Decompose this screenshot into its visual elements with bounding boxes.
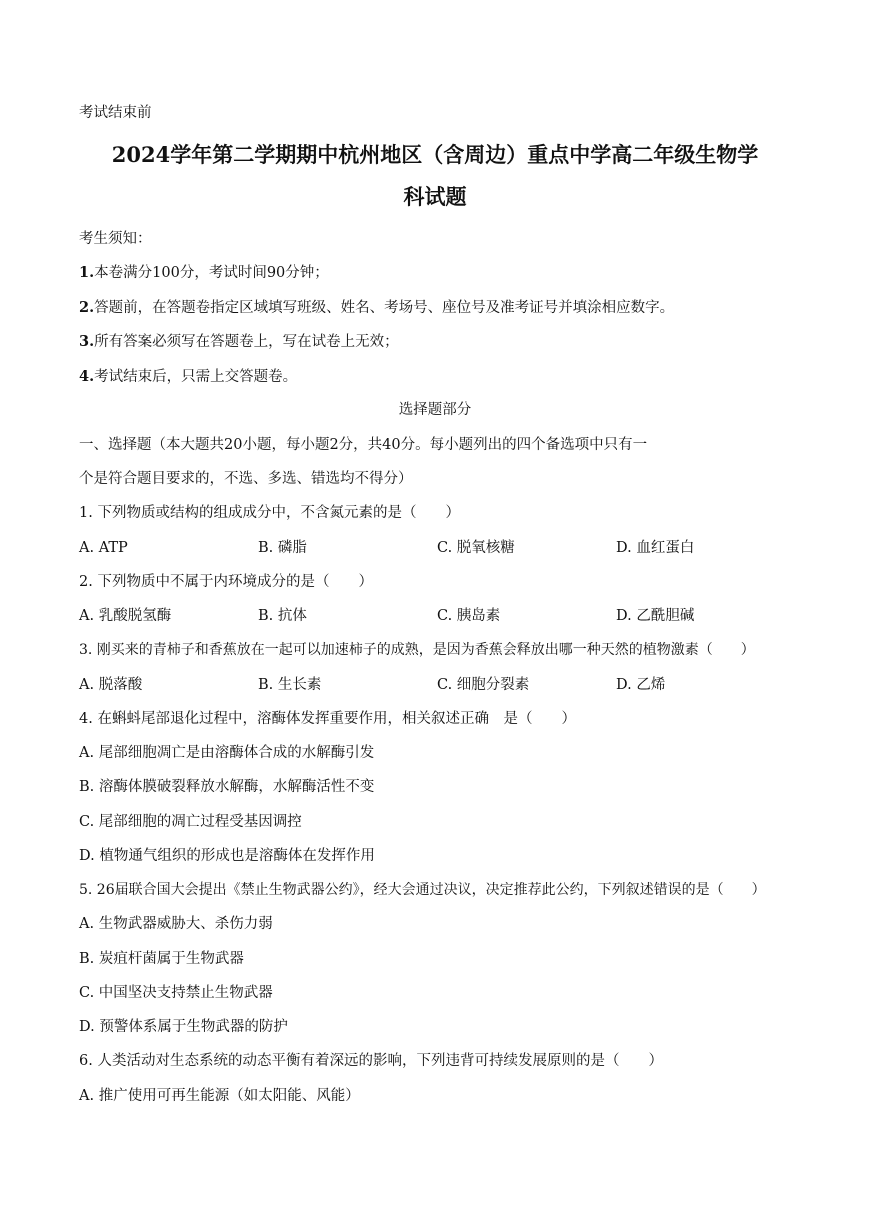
- section-title: 选择题部分: [398, 402, 472, 418]
- option-d: D. 乙酰胆碱: [616, 608, 695, 624]
- option-d: D. 血红蛋白: [616, 540, 695, 556]
- header-note: 考试结束前: [79, 105, 152, 121]
- option-a: A. 乳酸脱氢酶: [79, 608, 172, 624]
- notice-item: [79, 263, 329, 283]
- option-d: D. 乙烯: [616, 677, 666, 693]
- option-b: B. 磷脂: [258, 540, 307, 556]
- notice-item-number: 2.: [79, 299, 95, 316]
- option-b: B. 溶酶体膜破裂释放水解酶，水解酶活性不变: [79, 779, 375, 795]
- option-c: C. 中国坚决支持禁止生物武器: [79, 985, 273, 1001]
- option-c: C. 胰岛素: [437, 608, 501, 624]
- option-b: B. 炭疽杆菌属于生物武器: [79, 951, 244, 967]
- notice-item: [79, 332, 399, 352]
- option-b: B. 生长素: [258, 677, 322, 693]
- notice-item: [79, 367, 297, 387]
- exam-title-line1: 2024学年第二学期期中杭州地区（含周边）重点中学高二年级生物学: [111, 142, 759, 167]
- notice-item-text: 答题前，在答题卷指定区域填写班级、姓名、考场号、座位号及准考证号并填涂相应数字。: [94, 300, 675, 316]
- option-a: A. ATP: [79, 540, 128, 556]
- option-a: A. 脱落酸: [79, 677, 143, 693]
- option-c: C. 细胞分裂素: [437, 677, 530, 693]
- question-stem: 6. 人类活动对生态系统的动态平衡有着深远的影响，下列违背可持续发展原则的是（ ）: [79, 1053, 663, 1069]
- question-stem: 3. 刚买来的青柿子和香蕉放在一起可以加速柿子的成熟，是因为香蕉会释放出哪一种天然的植物激素（ ）: [79, 642, 755, 658]
- question-stem: 5. 26届联合国大会提出《禁止生物武器公约》，经大会通过决议，决定推荐此公约，下列叙述错误的是（ ）: [79, 882, 766, 898]
- exam-title-line2: 科试题: [403, 184, 467, 209]
- question-stem: 2. 下列物质中不属于内环境成分的是（ ）: [79, 574, 373, 590]
- option-a: A. 尾部细胞凋亡是由溶酶体合成的水解酶引发: [79, 745, 375, 761]
- question-stem: 1. 下列物质或结构的组成成分中，不含氮元素的是（ ）: [79, 505, 460, 521]
- question-stem: 4. 在蝌蚪尾部退化过程中，溶酶体发挥重要作用，相关叙述正确 是（ ）: [79, 711, 576, 727]
- option-d: D. 植物通气组织的形成也是溶酶体在发挥作用: [79, 848, 375, 864]
- option-c: C. 尾部细胞的凋亡过程受基因调控: [79, 814, 302, 830]
- notice-item-number: 4.: [79, 368, 95, 385]
- option-d: D. 预警体系属于生物武器的防护: [79, 1019, 288, 1035]
- option-a: A. 推广使用可再生能源（如太阳能、风能）: [79, 1088, 360, 1104]
- option-c: C. 脱氧核糖: [437, 540, 515, 556]
- notice-item-text: 本卷满分100分，考试时间90分钟；: [94, 265, 329, 281]
- notice-item-text: 所有答案必须写在答题卷上，写在试卷上无效；: [94, 334, 399, 350]
- option-a: A. 生物武器威胁大、杀伤力弱: [79, 916, 273, 932]
- option-b: B. 抗体: [258, 608, 307, 624]
- part-intro-line1: 一、选择题（本大题共20小题，每小题2分，共40分。每小题列出的四个备选项中只有一: [79, 437, 648, 453]
- notice-item-number: 3.: [79, 333, 95, 350]
- notice-item-number: 1.: [79, 264, 95, 281]
- notice-item: [79, 298, 674, 318]
- part-intro-line2: 个是符合题目要求的，不选、多选、错选均不得分）: [79, 471, 413, 487]
- notice-heading: 考生须知：: [79, 231, 152, 247]
- notice-item-text: 考试结束后，只需上交答题卷。: [94, 369, 298, 385]
